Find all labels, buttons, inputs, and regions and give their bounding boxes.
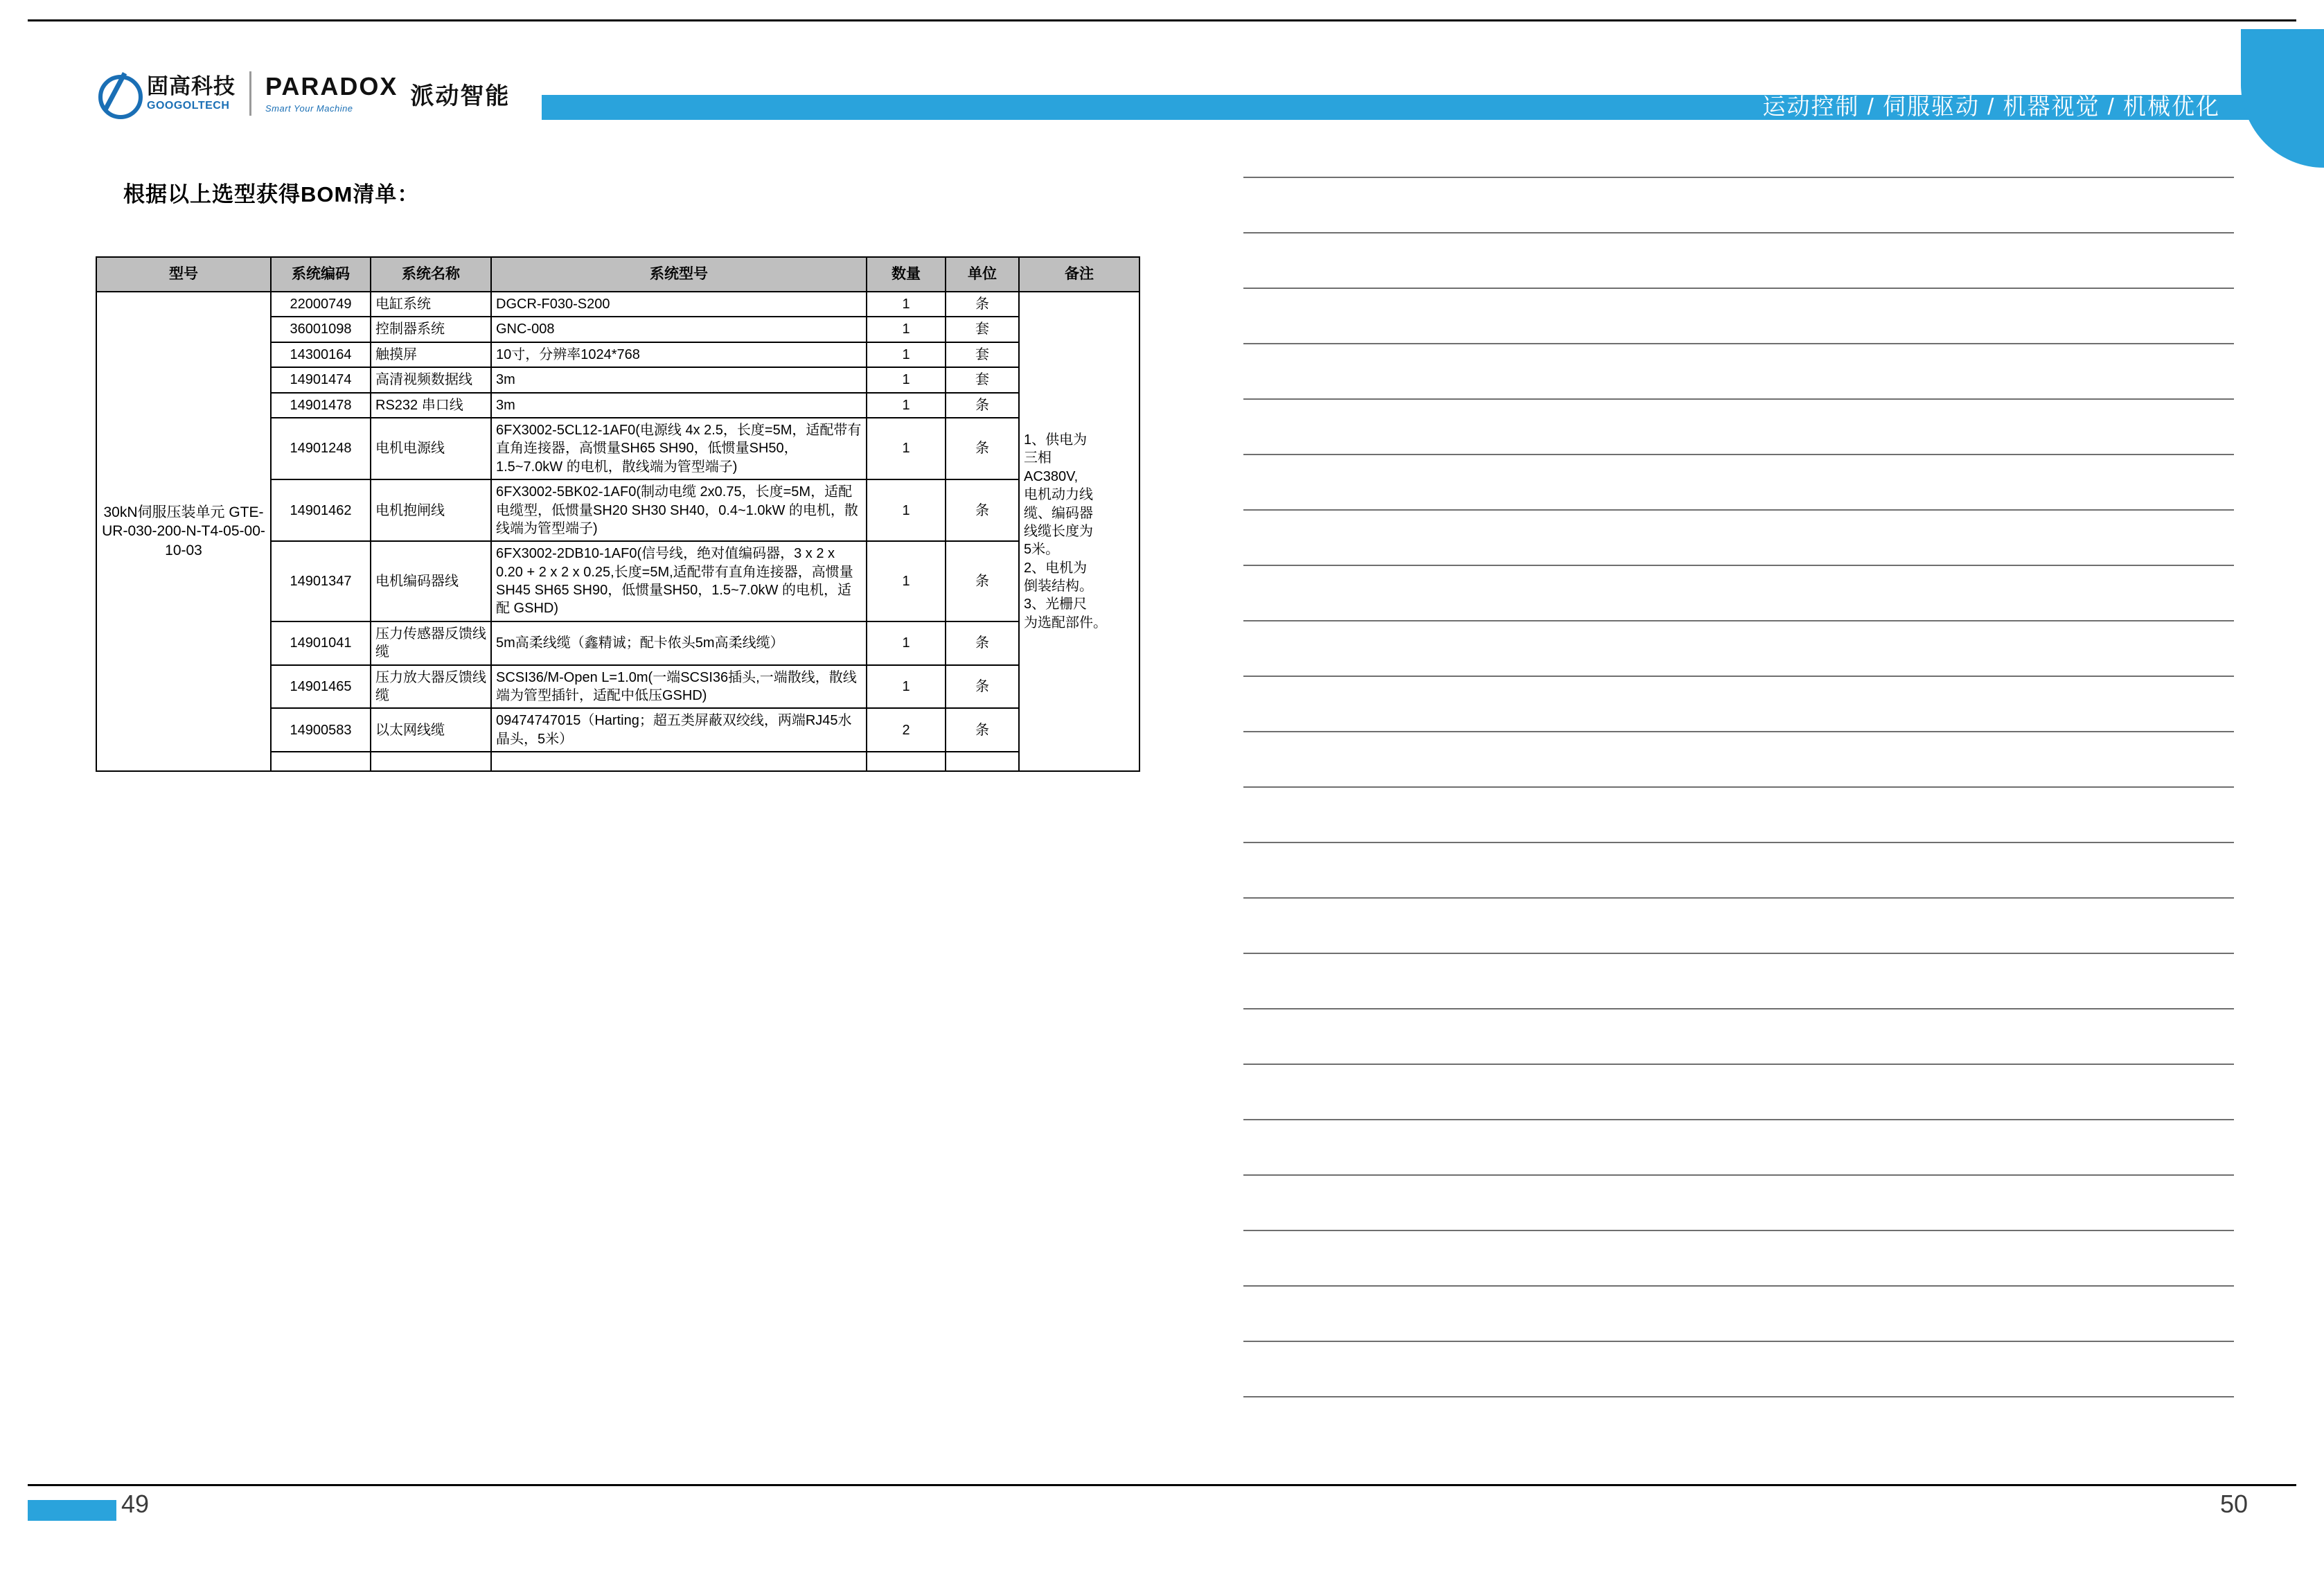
cell-unit: 套 [946, 367, 1019, 392]
cell-systype: 5m高柔线缆（鑫精诚；配卡侬头5m高柔线缆） [491, 621, 867, 665]
cell-systype: 10寸，分辨率1024*768 [491, 342, 867, 367]
cell-code: 14901041 [271, 621, 371, 665]
cell-sysname: 电缸系统 [371, 292, 491, 317]
col-header-sysname: 系统名称 [371, 257, 491, 292]
header-corner-shape [2241, 29, 2324, 168]
cell-unit: 条 [946, 708, 1019, 752]
paradox-name: PARADOX [265, 71, 398, 100]
cell-qty: 1 [867, 479, 946, 541]
page-header [0, 0, 2324, 159]
paradox-wordmark [265, 71, 398, 114]
cell-sysname: 高清视频数据线 [371, 367, 491, 392]
note-line [1243, 1396, 2234, 1397]
col-header-qty: 数量 [867, 257, 946, 292]
cell-code: 36001098 [271, 317, 371, 342]
googoltech-wordmark [147, 76, 236, 112]
cell-code [271, 752, 371, 771]
cell-code: 14901347 [271, 541, 371, 621]
cell-systype: 6FX3002-5BK02-1AF0(制动电缆 2x0.75，长度=5M，适配电缆型，低惯量SH20 SH30 SH40，0.4~1.0kW 的电机，散线端为管型端子) [491, 479, 867, 541]
cell-sysname: 电机抱闸线 [371, 479, 491, 541]
page-number-left: 49 [121, 1490, 150, 1518]
cell-unit: 条 [946, 292, 1019, 317]
remark-line: 2、电机为 [1024, 560, 1088, 576]
remark-line: 线缆长度为 [1024, 523, 1093, 539]
footer-rule [28, 1484, 2296, 1486]
remark-line: 3、光栅尺 [1024, 597, 1088, 612]
note-line [1243, 1064, 2234, 1065]
cell-qty: 1 [867, 418, 946, 479]
table-body [96, 292, 1139, 771]
col-header-remark: 备注 [1019, 257, 1139, 292]
cell-systype [491, 752, 867, 771]
googoltech-name-cn: 固高科技 [147, 74, 236, 98]
cell-sysname: 以太网线缆 [371, 708, 491, 752]
remark-line: 5米。 [1024, 542, 1060, 558]
col-header-unit: 单位 [946, 257, 1019, 292]
cell-code: 14901465 [271, 665, 371, 709]
cell-code: 22000749 [271, 292, 371, 317]
cell-qty: 1 [867, 541, 946, 621]
cell-qty: 1 [867, 393, 946, 418]
cell-unit: 套 [946, 342, 1019, 367]
note-line [1243, 842, 2234, 843]
note-line [1243, 1341, 2234, 1342]
cell-qty: 1 [867, 292, 946, 317]
cell-code: 14901462 [271, 479, 371, 541]
note-line [1243, 1285, 2234, 1287]
note-line [1243, 454, 2234, 455]
note-line [1243, 786, 2234, 788]
cell-sysname [371, 752, 491, 771]
note-line [1243, 232, 2234, 233]
header-tagline: 运动控制 / 伺服驱动 / 机器视觉 / 机械优化 [1762, 94, 2220, 119]
cell-model: 30kN伺服压装单元 GTE-UR-030-200-N-T4-05-00-10-03 [96, 292, 271, 771]
page-number-right: 50 [2219, 1490, 2248, 1518]
cell-qty: 1 [867, 317, 946, 342]
cell-code: 14901248 [271, 418, 371, 479]
cell-unit: 条 [946, 393, 1019, 418]
remark-line: 1、供电为 [1024, 432, 1088, 448]
cell-systype: DGCR-F030-S200 [491, 292, 867, 317]
cell-sysname: 电机电源线 [371, 418, 491, 479]
table-header-row [96, 257, 1139, 292]
cell-qty: 2 [867, 708, 946, 752]
cell-code: 14900583 [271, 708, 371, 752]
footer-accent-tab [28, 1500, 116, 1521]
cell-systype: 3m [491, 367, 867, 392]
brand-logo-block [97, 66, 510, 121]
note-line [1243, 1008, 2234, 1009]
cell-qty: 1 [867, 342, 946, 367]
cell-systype: GNC-008 [491, 317, 867, 342]
cell-code: 14901474 [271, 367, 371, 392]
remark-line: AC380V, [1024, 468, 1079, 484]
cell-systype: 09474747015（Harting；超五类屏蔽双绞线，两端RJ45水晶头，5米） [491, 708, 867, 752]
note-line [1243, 620, 2234, 621]
cell-sysname: 控制器系统 [371, 317, 491, 342]
cell-systype: 3m [491, 393, 867, 418]
remark-line: 电机动力线 [1024, 487, 1093, 503]
table-row [96, 292, 1139, 317]
cell-systype: 6FX3002-5CL12-1AF0(电源线 4x 2.5，长度=5M，适配带有直角连接器，高惯量SH65 SH90，低惯量SH50，1.5~7.0kW 的电机，散线端为管型端子) [491, 418, 867, 479]
note-line [1243, 676, 2234, 677]
cell-unit [946, 752, 1019, 771]
cell-unit: 条 [946, 665, 1019, 709]
note-lines-area [1243, 177, 2234, 1452]
remark-line: 三相 [1024, 450, 1052, 466]
cell-sysname: RS232 串口线 [371, 393, 491, 418]
cell-unit: 条 [946, 479, 1019, 541]
remark-line: 倒装结构。 [1024, 579, 1093, 594]
page-title: 根据以上选型获得BOM清单： [123, 182, 420, 206]
googoltech-name-en: GOOGOLTECH [147, 100, 230, 112]
cell-code: 14901478 [271, 393, 371, 418]
note-line [1243, 1230, 2234, 1231]
cell-qty: 1 [867, 367, 946, 392]
remark-line: 缆、编码器 [1024, 505, 1093, 521]
col-header-model: 型号 [96, 257, 271, 292]
col-header-systype: 系统型号 [491, 257, 867, 292]
cell-qty: 1 [867, 665, 946, 709]
remark-line: 为选配部件。 [1024, 615, 1107, 630]
note-line [1243, 177, 2234, 178]
paradox-tagline: Smart Your Machine [265, 103, 353, 114]
note-line [1243, 343, 2234, 344]
cell-unit: 套 [946, 317, 1019, 342]
bom-table [96, 256, 1140, 772]
cell-qty [867, 752, 946, 771]
note-line [1243, 1119, 2234, 1120]
note-line [1243, 1174, 2234, 1176]
cell-sysname: 电机编码器线 [371, 541, 491, 621]
note-line [1243, 288, 2234, 289]
note-line [1243, 398, 2234, 400]
cell-remark [1019, 292, 1139, 771]
cell-sysname: 压力放大器反馈线缆 [371, 665, 491, 709]
cell-unit: 条 [946, 418, 1019, 479]
googoltech-logo-icon [97, 72, 140, 115]
header-top-rule [28, 19, 2296, 21]
cell-unit: 条 [946, 541, 1019, 621]
cell-qty: 1 [867, 621, 946, 665]
cell-sysname: 触摸屏 [371, 342, 491, 367]
note-line [1243, 731, 2234, 732]
cell-systype: SCSI36/M-Open L=1.0m(一端SCSI36插头,一端散线，散线端为管型插针，适配中低压GSHD) [491, 665, 867, 709]
note-line [1243, 897, 2234, 899]
cell-sysname: 压力传感器反馈线缆 [371, 621, 491, 665]
note-line [1243, 953, 2234, 954]
logo-divider [249, 71, 251, 116]
cell-unit: 条 [946, 621, 1019, 665]
paradox-name-cn: 派动智能 [410, 82, 511, 109]
col-header-code: 系统编码 [271, 257, 371, 292]
note-line [1243, 509, 2234, 511]
cell-systype: 6FX3002-2DB10-1AF0(信号线，绝对值编码器，3 x 2 x 0.20 + 2 x 2 x 0.25,长度=5M,适配带有直角连接器，高惯量SH45 SH65 SH90，低惯量SH50，1.5~7.0kW 的电机，适配 GSHD) [491, 541, 867, 621]
cell-code: 14300164 [271, 342, 371, 367]
note-line [1243, 565, 2234, 566]
